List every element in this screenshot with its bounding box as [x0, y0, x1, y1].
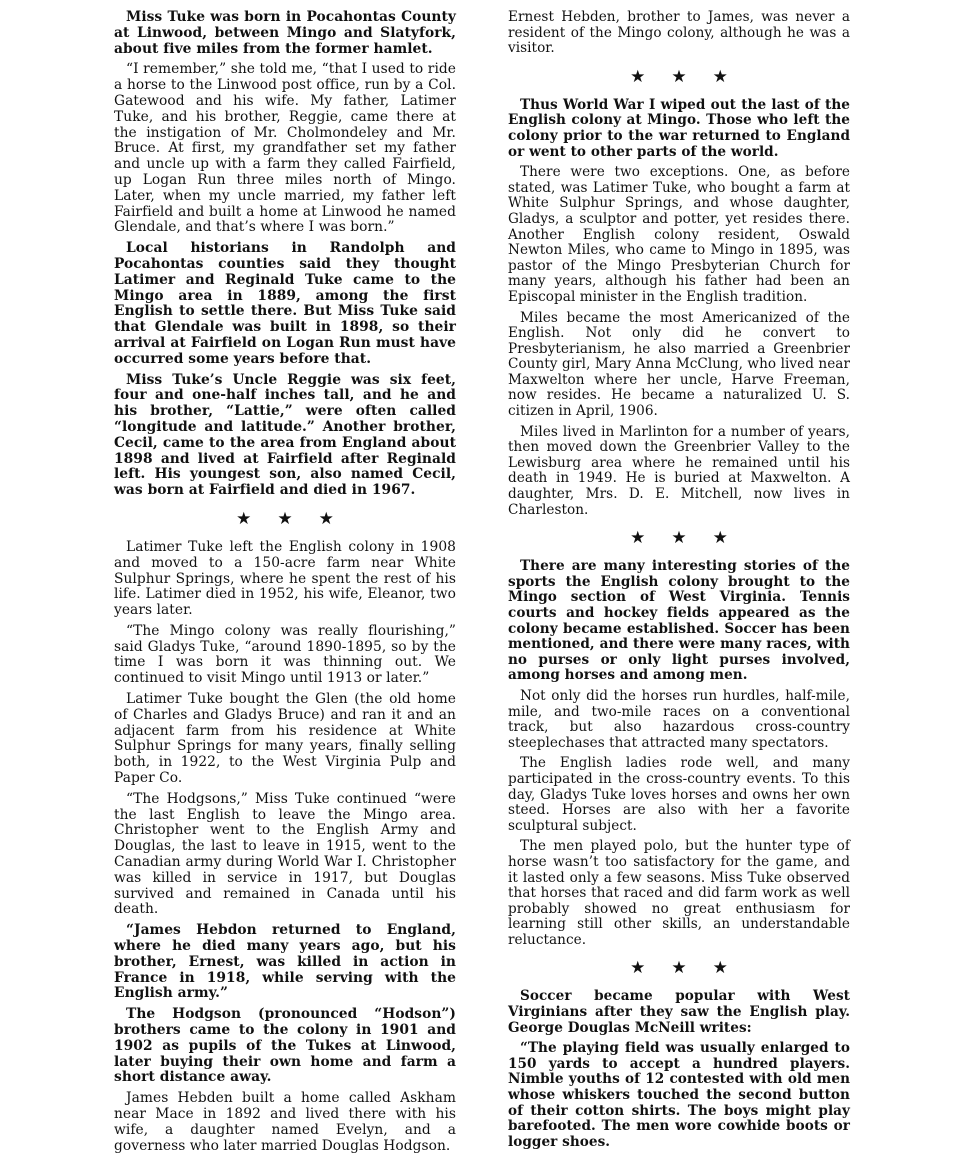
- article-paragraph: Miss Tuke was born in Pocahontas County at Linwood, between Mingo and Slatyfork, about five miles from the former hamlet.: [114, 9, 456, 57]
- article-paragraph: There were two exceptions. One, as before stated, was Latimer Tuke, who bought a farm at White Sulphur Springs, and whose daughter, Gladys, a sculptor and potter, yet resides there. Another English colony resident, Oswald Newton Miles, who came to Mingo in 1895, was pastor of the Mingo Presbyterian Church for many years, although his father had been an Episcopal minister in the English tradition.: [508, 164, 850, 305]
- article-paragraph: “The Mingo colony was really flourishing,” said Gladys Tuke, “around 1890-1895, so by the time I was born it was thinning out. We continued to visit Mingo until 1913 or later.”: [114, 622, 456, 687]
- section-divider-stars: ★ ★ ★: [630, 958, 728, 979]
- article-paragraph: Latimer Tuke bought the Glen (the old home of Charles and Gladys Bruce) and ran it and an adjacent farm from his residence at White Sulphur Springs for many years, finally selling both, in 1922, to the West Virginia Pulp and Paper Co.: [114, 691, 456, 787]
- article-paragraph: Miles lived in Marlinton for a number of years, then moved down the Greenbrier Valley to the Lewisburg area where he remained until his death in 1949. He is buried at Maxwelton. A daughter, Mrs. D. E. Mitchell, now lives in Charleston.: [508, 423, 850, 518]
- right-text-column: [508, 10, 850, 1155]
- article-paragraph: “I remember,” she told me, “that I used to ride a horse to the Linwood post office, run by a Col. Gatewood and his wife. My father, Latimer Tuke, and his brother, Reggie, came there at the instigation of Mr. Cholmondeley and Mr. Bruce. At first, my grandfather set my father and uncle up with a farm they called Fairfield, up Logan Run three miles north of Mingo. Later, when my uncle married, my father left Fairfield and built a home at Linwood he named Glendale, and that’s where I was born.”: [114, 61, 456, 236]
- article-paragraph: Local historians in Randolph and Pocahontas counties said they thought Latimer and Reginald Tuke came to the Mingo area in 1889, among the first English to settle there. But Miss Tuke said that Glendale was built in 1898, so their arrival at Fairfield on Logan Run must have occurred some years before that.: [114, 240, 456, 367]
- article-paragraph: “James Hebdon returned to England, where he died many years ago, but his brother, Ernest, was killed in action in France in 1918, while serving with the English army.”: [114, 922, 456, 1002]
- section-divider-stars: ★ ★ ★: [630, 528, 728, 549]
- section-divider-stars: ★ ★ ★: [236, 508, 334, 529]
- article-paragraph: The Hodgson (pronounced “Hodson”) brothers came to the colony in 1901 and 1902 as pupils of the Tukes at Linwood, later buying their own home and farm a short distance away.: [114, 1006, 456, 1086]
- article-paragraph: Miles became the most Americanized of the English. Not only did he convert to Presbyterianism, he also married a Greenbrier County girl, Mary Anna McClung, who lived near Maxwelton where her uncle, Harve Freeman, now resides. He became a naturalized U. S. citizen in April, 1906.: [508, 309, 850, 420]
- article-paragraph: Latimer Tuke left the English colony in 1908 and moved to a 150-acre farm near White Sulphur Springs, where he spent the rest of his life. Latimer died in 1952, his wife, Eleanor, two years later.: [114, 538, 456, 619]
- article-paragraph: “The Hodgsons,” Miss Tuke continued “were the last English to leave the Mingo area. Christopher went to the English Army and Douglas, the last to leave in 1915, went to the Canadian army during World War I. Christopher was killed in service in 1917, but Douglas survived and remained in Canada until his death.: [114, 790, 456, 918]
- article-paragraph: Soccer became popular with West Virginians after they saw the English play. George Douglas McNeill writes:: [508, 988, 850, 1036]
- article-paragraph: “The playing field was usually enlarged to 150 yards to accept a hundred players. Nimble youths of 12 contested with old men whose whiskers touched the second button of their cotton shirts. The boys might play barefooted. The men wore cowhide boots or logger shoes.: [508, 1040, 850, 1150]
- article-paragraph: Not only did the horses run hurdles, half-mile, mile, and two-mile races on a conventional track, but also hazardous cross-country steeplechases that attracted many spectators.: [508, 687, 850, 751]
- article-paragraph: Thus World War I wiped out the last of the English colony at Mingo. Those who left the colony prior to the war returned to England or went to other parts of the world.: [508, 96, 850, 160]
- left-text-column: [114, 10, 456, 1159]
- article-paragraph: The men played polo, but the hunter type of horse wasn’t too satisfactory for the game, and it lasted only a few seasons. Miss Tuke observed that horses that raced and did farm work as well probably showed no great enthusiasm for learning still other skills, an understandable reluctance.: [508, 838, 850, 948]
- article-paragraph: Ernest Hebden, brother to James, was never a resident of the Mingo colony, although he was a visitor.: [508, 9, 850, 57]
- article-paragraph: Miss Tuke’s Uncle Reggie was six feet, four and one-half inches tall, and he and his brother, “Lattie,” were often called “longitude and latitude.” Another brother, Cecil, came to the area from England about 1898 and lived at Fairfield after Reginald left. His youngest son, also named Cecil, was born at Fairfield and died in 1967.: [114, 371, 456, 499]
- article-paragraph: The English ladies rode well, and many participated in the cross-country events. To this day, Gladys Tuke loves horses and owns her own steed. Horses are also with her a favorite sculptural subject.: [508, 755, 850, 834]
- article-paragraph: James Hebden built a home called Askham near Mace in 1892 and lived there with his wife, a daughter named Evelyn, and a governess who later married Douglas Hodgson.: [114, 1090, 456, 1154]
- article-paragraph: There are many interesting stories of the sports the English colony brought to the Mingo section of West Virginia. Tennis courts and hockey fields appeared as the colony became established. Soccer has been mentioned, and there were many races, with no purses or only light purses involved, among horses and among men.: [508, 558, 850, 684]
- section-divider-stars: ★ ★ ★: [630, 66, 728, 87]
